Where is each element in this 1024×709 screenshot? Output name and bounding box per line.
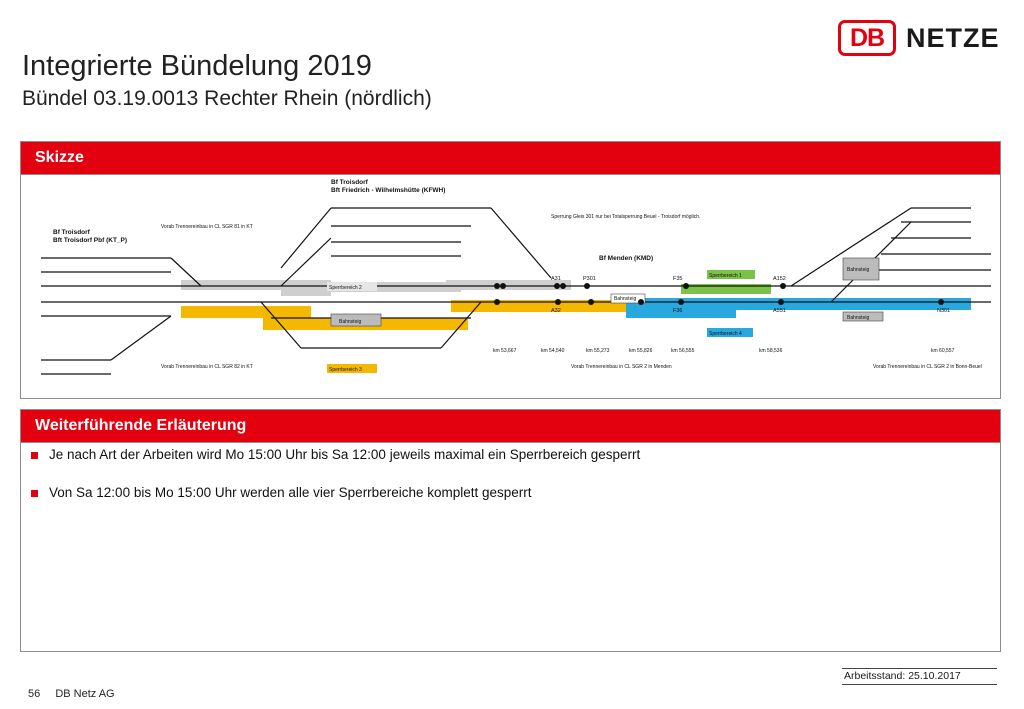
label-bahnsteig-4: Bahnsteig [847,315,870,321]
page-subtitle: Bündel 03.19.0013 Rechter Rhein (nördlich) [22,87,432,110]
erlaeuterung-heading: Weiterführende Erläuterung [21,410,1000,443]
arbeitsstand: Arbeitsstand: 25.10.2017 [842,668,997,685]
label-vorab-menden: Vorab Trennereinbau in CL SGR 2 in Menden [571,364,672,370]
label-sperrung-note: Sperrung Gleis 301 nur bei Totalsperrung Beuel - Troisdorf möglich. [551,214,701,220]
square-bullet-icon [31,490,38,497]
label-km-3: km 55,273 [586,348,610,354]
db-logo-box: DB [838,20,896,56]
label-vorab-top: Vorab Trennereinbau in CL SGR 81 in KT [161,224,253,230]
label-km-4: km 55,826 [629,348,653,354]
label-km-6: km 58,536 [759,348,783,354]
signal-p301: P301 [583,276,596,282]
label-vorab-beuel: Vorab Trennereinbau in CL SGR 2 in Bonn-Beuel [873,364,982,370]
bullet-item [31,446,981,464]
erlaeuterung-panel [20,409,1001,652]
label-sperrbereich-2: Sperrbereich 2 [329,285,362,291]
page-number: 56 [28,688,41,700]
bullet-text: Je nach Art der Arbeiten wird Mo 15:00 Uhr bis Sa 12:00 jeweils maximal ein Sperrbereich gesperrt [49,447,641,462]
label-kfwh: Bft Friedrich - Wilhelmshütte (KFWH) [331,187,446,194]
signal-n301: N301 [937,308,951,314]
company-name: DB Netz AG [55,688,115,700]
label-bahnsteig-3: Bahnsteig [847,267,870,273]
sperrbereich-3-area-left [181,306,311,318]
footer [28,688,115,700]
bullet-list [31,446,981,522]
signal-f36: F36 [673,308,683,314]
label-km-7: km 60,557 [931,348,955,354]
label-km-5: km 56,555 [671,348,695,354]
signal-f35: F35 [673,276,683,282]
bullet-text: Von Sa 12:00 bis Mo 15:00 Uhr werden alle vier Sperrbereiche komplett gesperrt [49,485,532,500]
signal-a31: A31 [551,276,561,282]
label-troisdorf-left-2: Bft Troisdorf Pbf (KT_P) [53,237,128,244]
label-sperrbereich-3: Sperrbereich 3 [329,367,362,373]
signal-a152: A152 [773,276,786,282]
label-sperrbereich-4: Sperrbereich 4 [709,331,742,337]
page-title: Integrierte Bündelung 2019 [22,50,372,82]
label-sperrbereich-1: Sperrbereich 1 [709,273,742,279]
label-bahnsteig-2: Bahnsteig [614,296,637,302]
label-km-1: km 53,667 [493,348,517,354]
skizze-panel [20,141,1001,399]
label-troisdorf-left-1: Bf Troisdorf [53,229,90,236]
track-sketch [31,178,1001,390]
label-km-2: km 54,540 [541,348,565,354]
signal-a32: A32 [551,308,561,314]
db-netze-logo [838,20,1008,60]
skizze-heading: Skizze [21,142,1000,175]
label-vorab-bottom: Vorab Trennereinbau in CL SGR 82 in KT [161,364,253,370]
label-bahnsteig-1: Bahnsteig [339,319,362,325]
signal-a551: A551 [773,308,786,314]
netze-wordmark: NETZE [906,23,1000,53]
label-menden: Bf Menden (KMD) [599,255,654,262]
bullet-item [31,484,981,502]
square-bullet-icon [31,452,38,459]
label-troisdorf-top: Bf Troisdorf [331,179,368,186]
